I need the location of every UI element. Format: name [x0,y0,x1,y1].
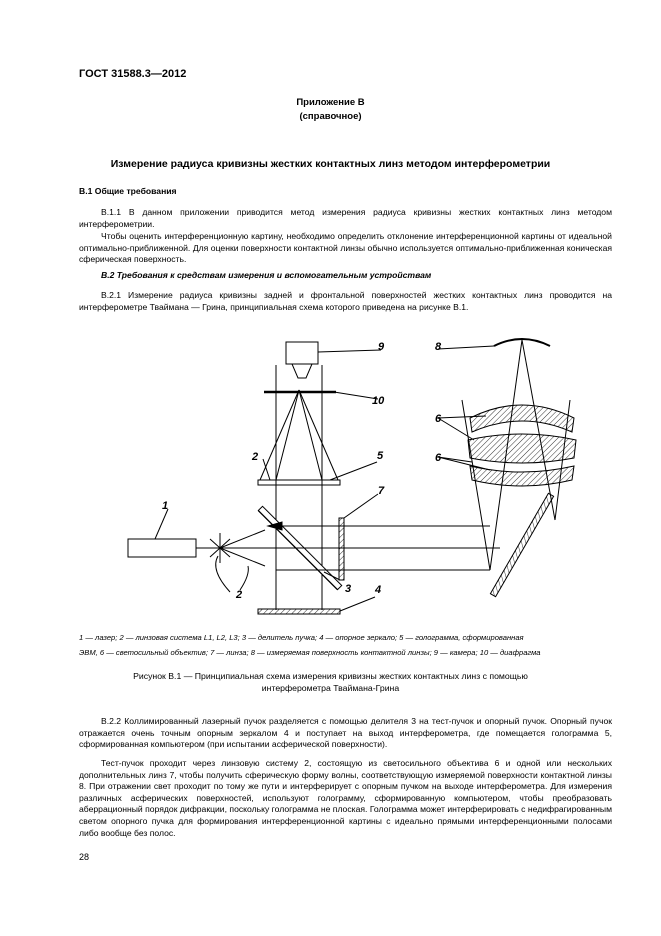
appendix-note: (справочное) [299,111,362,122]
label-6-lower: 6 [435,452,442,464]
para-b21: В.2.1 Измерение радиуса кривизны задней и фронтальной поверхностей жестких контактных линз проводится на интерферометре Тваймана — Грина, принципиальная схема которого приведена на рисунке В.1. [79,290,612,312]
legend-line-1: 1 — лазер; 2 — линзовая система L1, L2, L3; 3 — делитель пучка; 4 — опорное зеркало; 5 — голограмма, сформированная [79,633,524,642]
para-b22: В.2.2 Коллимированный лазерный пучок разделяется с помощью делителя 3 на тест-пучок и опорный пучок. Опорный пучок отражается очень точным опорным зеркалом 4 и поступает на выход интерферометра, где помещается голограмма 5, сформированная компьютером (при испытании асферической поверхности). [79,716,612,750]
para-b11: В.1.1 В данном приложении приводится метод измерения радиуса кривизны жестких контактных линз методом интерферометрии. [79,207,612,229]
label-7: 7 [378,485,385,497]
label-3: 3 [345,583,352,595]
figure-legend [79,630,612,660]
label-10: 10 [372,395,385,407]
fold-mirror [490,493,553,596]
section-b1-heading: В.1 Общие требования [79,186,177,196]
label-1: 1 [162,500,169,512]
label-9: 9 [378,341,385,353]
laser [128,539,196,557]
page-number: 28 [79,852,90,862]
label-8: 8 [435,341,442,353]
main-title: Измерение радиуса кривизны жестких контактных линз методом интерферометрии [110,158,551,170]
appendix-title: Приложение В [296,97,365,108]
lens-7 [339,518,344,580]
figure-caption [0,670,661,694]
hologram [258,480,340,485]
para-b11-2: Чтобы оценить интерференционную картину, необходимо определить отклонение интерференционной картины от идеальной оптимально-приближенной. Для оценки поверхности контактной линзы обычно используется оптимально-приближенная коническая сферическая поверхность. [79,231,612,265]
label-2-bottom: 2 [236,589,243,601]
camera [286,342,318,364]
label-5: 5 [377,450,384,462]
para-b22-2: Тест-пучок проходит через линзовую систему 2, состоящую из светосильного объектива 6 и одной или нескольких дополнительных линз 7, чтобы получить сферическую форму волны, соответствующую измеряемой поверхности контактной линзы 8. При отражении свет проходит по тому же пути и интерферирует с опорным пучком на выходе интерферометра. Для измерения различных асферических поверхностей, используют голограмму, сформированную компьютером, чтобы преобразовать аберрационный порядок дифракции, поскольку голограмма не плоская. Голограмма может интерферировать с недифрагированным светом опорного пучка для формирования интерференционной картины с идеально прямыми интерференционными полосами либо вообще без полос. [79,758,612,838]
caption-line-2: интерферометра Тваймана-Грина [261,683,400,693]
standard-code: ГОСТ 31588.3—2012 [79,68,187,80]
reference-mirror [258,609,340,614]
objective-middle [468,434,576,463]
objective-upper [470,405,574,432]
legend-line-2: ЭВМ, 6 — светосильный объектив; 7 — линза; 8 — измеряемая поверхность контактной линзы; 9 — камера; 10 — диафрагма [79,648,541,657]
label-2-top: 2 [252,451,259,463]
label-6-upper: 6 [435,413,442,425]
caption-line-1: Рисунок В.1 — Принципиальная схема измерения кривизны жестких контактных линз с помощью [133,671,528,681]
label-4: 4 [375,584,382,596]
section-b2-heading: В.2 Требования к средствам измерения и вспомогательным устройствам [101,270,432,280]
